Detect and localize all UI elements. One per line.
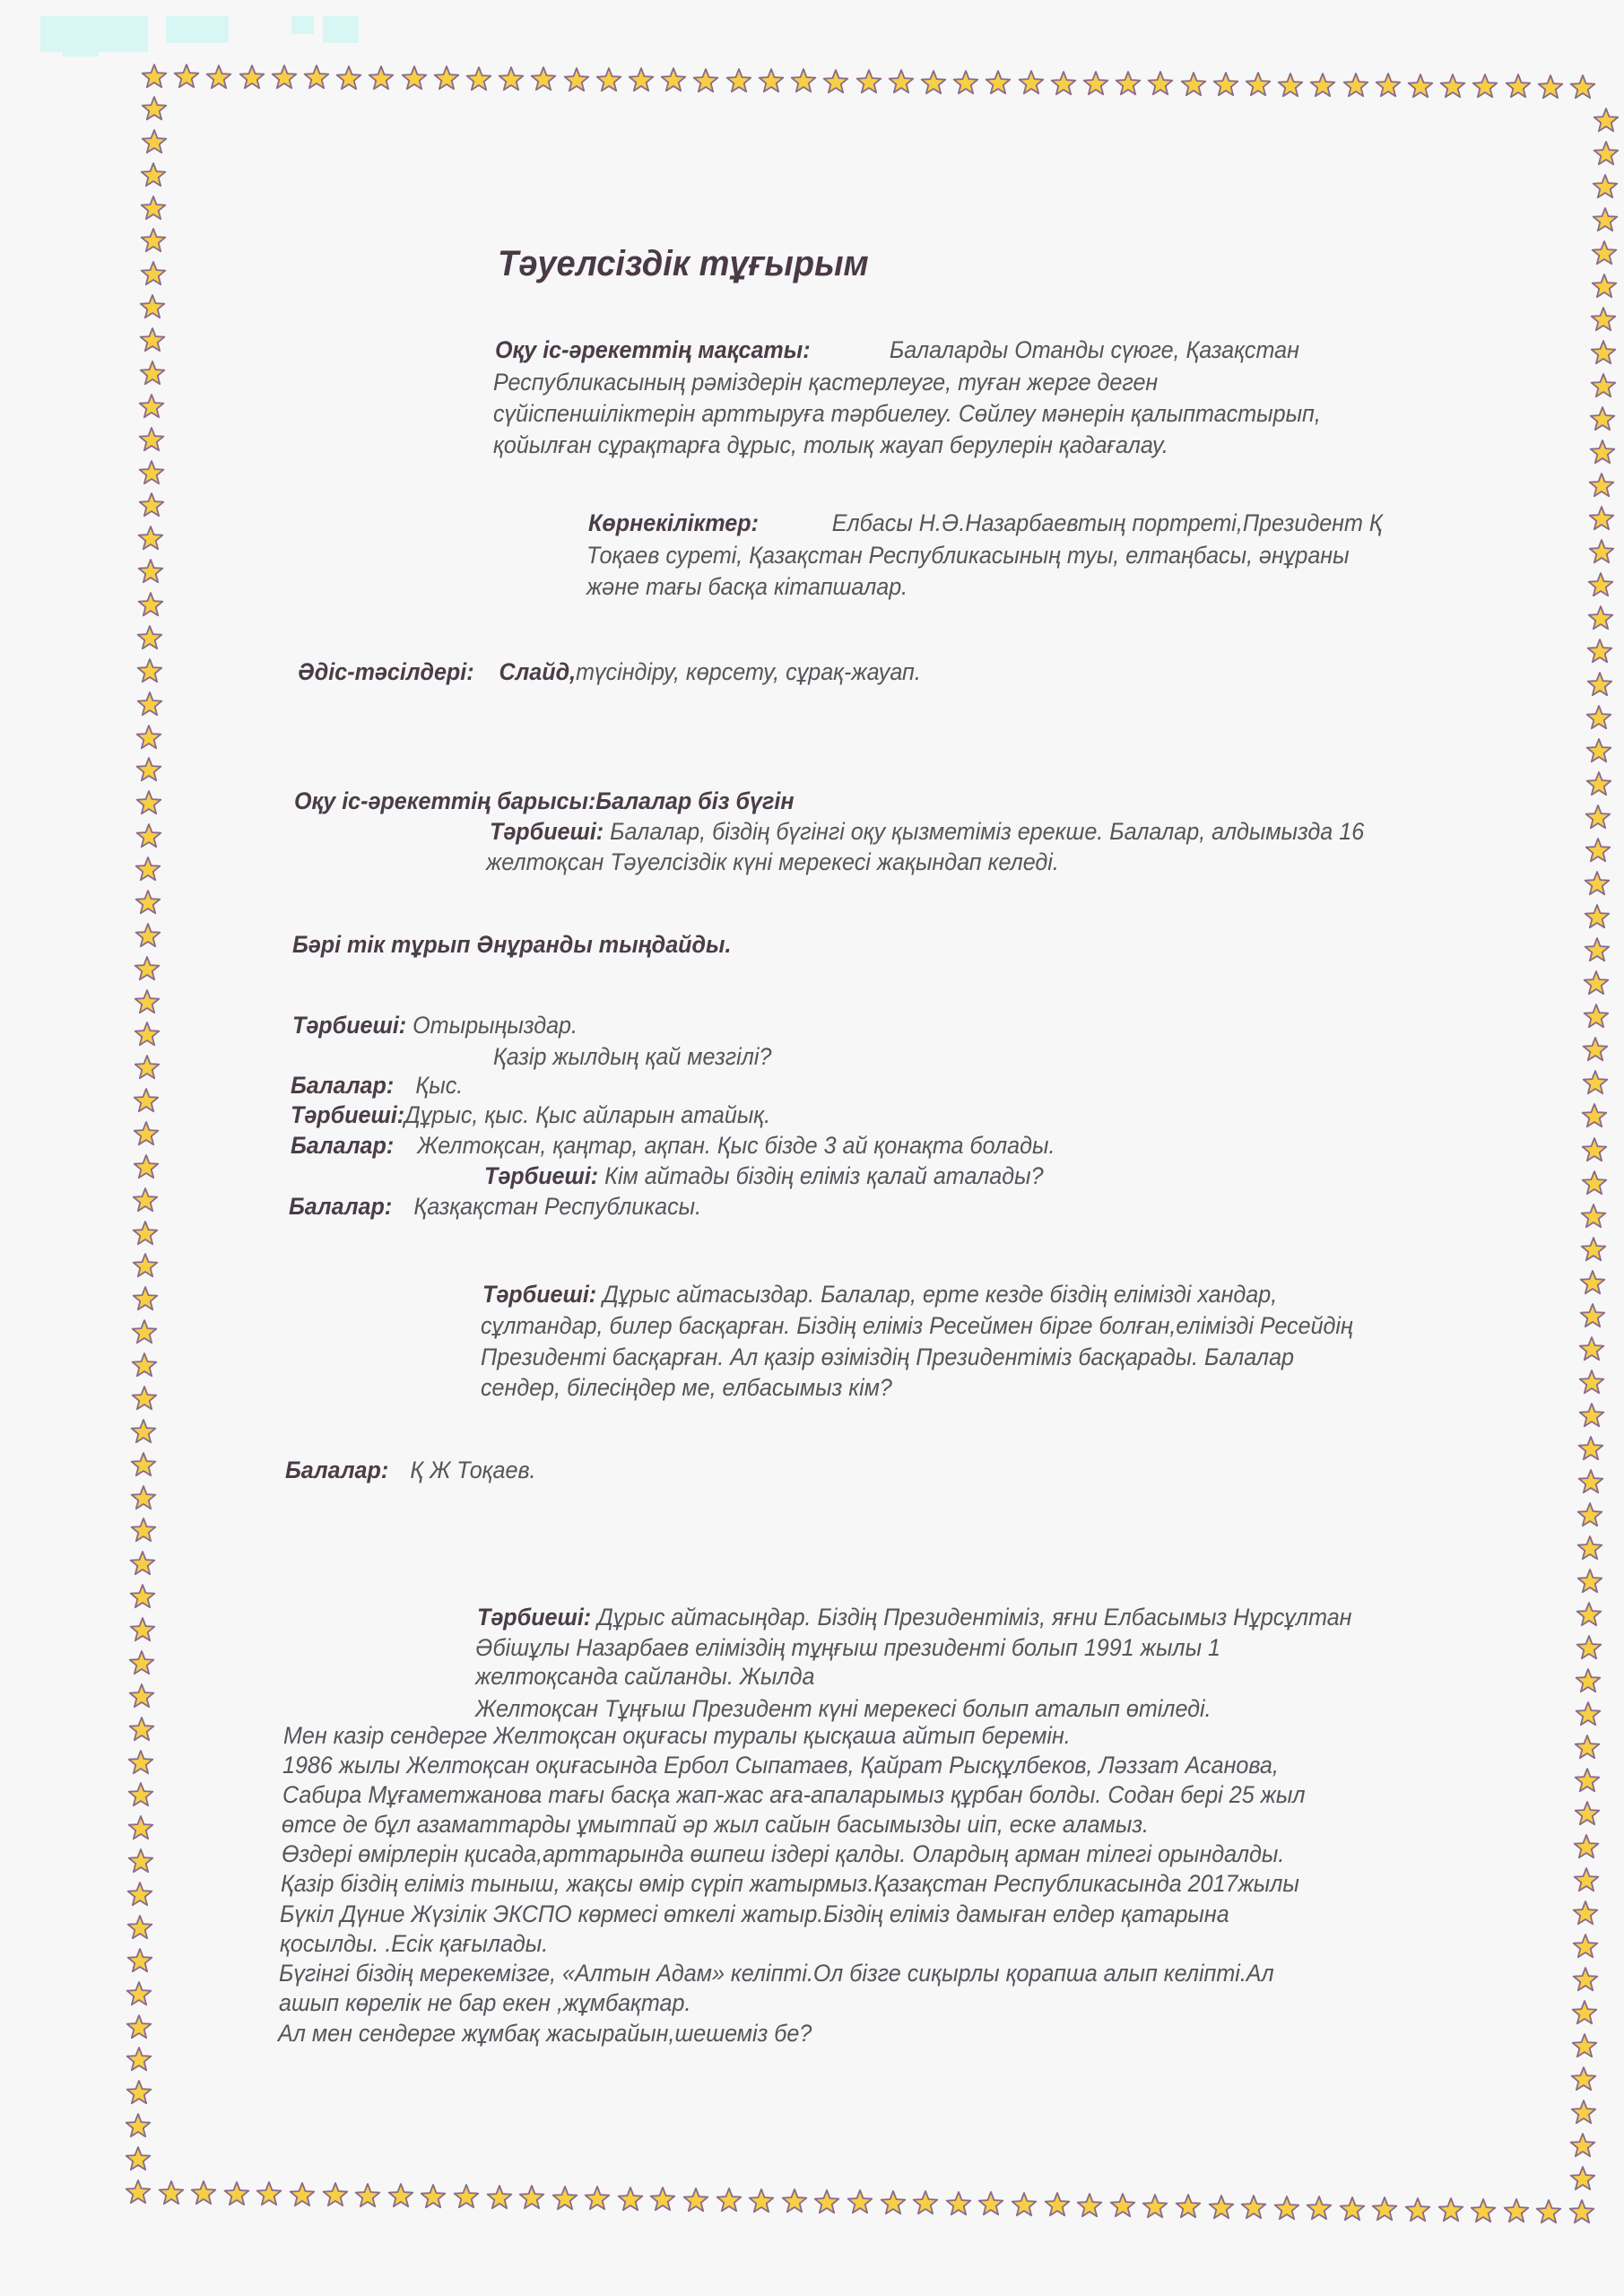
star-icon [127, 1782, 154, 1809]
star-icon [1578, 1336, 1605, 1363]
star-icon [1082, 71, 1109, 98]
star-icon [127, 1815, 154, 1842]
methods-line [298, 658, 921, 685]
star-icon [1576, 1502, 1603, 1529]
methods-text: түсіндіру, көрсету, сұрақ-жауап. [576, 658, 921, 685]
star-icon [1277, 73, 1304, 100]
star-icon [1018, 70, 1045, 97]
star-icon [1568, 2199, 1595, 2226]
star-icon [822, 69, 849, 96]
star-icon [1503, 2198, 1530, 2225]
star-icon [1585, 804, 1611, 831]
star-icon [125, 2179, 152, 2206]
star-icon [912, 2190, 939, 2217]
star-icon [126, 1915, 153, 1942]
dialogue-text: Қыс. [415, 1072, 464, 1099]
process-teacher-line-1 [490, 818, 1364, 845]
dialogue-text: Желтоқсан, қаңтар, ақпан. Қыс бізде 3 ай қонақта болады. [417, 1132, 1055, 1159]
star-icon [1375, 73, 1402, 100]
star-icon [135, 790, 162, 817]
star-icon [1175, 2194, 1202, 2221]
star-icon [985, 70, 1012, 97]
dialogue-line [289, 1193, 701, 1220]
star-icon [1577, 1436, 1604, 1463]
speaker-label: Тәрбиеші: [482, 1281, 597, 1308]
star-icon [205, 65, 232, 91]
story-line: Қазір біздің еліміз тыныш, жақсы өмір сүріп жатырмыз.Қазақстан Республикасында 2017жылы [281, 1870, 1299, 1897]
star-icon [140, 228, 167, 255]
star-icon [126, 1882, 153, 1909]
star-icon [129, 1617, 156, 1644]
goal-text: Балаларды Отанды сүюге, Қазақстан [889, 336, 1299, 363]
star-icon [190, 2180, 217, 2207]
star-icon [1470, 2198, 1497, 2225]
star-icon [453, 2184, 480, 2211]
star-icon [126, 2080, 152, 2107]
star-icon [465, 66, 492, 93]
speaker-label: Тәрбиеші: [484, 1162, 599, 1189]
visuals-text: Елбасы Н.Ә.Назарбаевтың портреті,Президент Қ [831, 509, 1383, 536]
star-icon [1404, 2197, 1431, 2224]
star-icon [132, 1286, 159, 1313]
dialogue-line [291, 1101, 770, 1128]
dialogue-text: Отырыңыздар. [413, 1012, 578, 1039]
star-icon [1142, 2194, 1168, 2221]
star-icon [692, 68, 719, 95]
scan-artifact [63, 16, 99, 57]
star-icon [135, 857, 161, 883]
page-title: Тәуелсіздік тұғырым [498, 244, 869, 283]
star-icon [1309, 73, 1336, 100]
story-line: Сабира Мұғаметжанова тағы басқа жап-жас аға-апаларымыз құрбан болды. Содан бері 25 жыл [282, 1781, 1306, 1808]
star-icon [138, 460, 165, 487]
star-icon [1576, 1569, 1603, 1596]
star-icon [1587, 572, 1614, 599]
star-icon [1571, 2000, 1598, 2027]
star-icon [1591, 274, 1618, 300]
star-icon [1050, 71, 1077, 98]
star-icon [1569, 74, 1596, 101]
star-icon [135, 890, 161, 917]
teacher-block-2-line-3: желтоқсанда сайланды. Жылда [475, 1663, 815, 1690]
story-line: Мен казір сендерге Желтоқсан оқиғасы туралы қысқаша айтып беремін. [283, 1722, 1071, 1749]
star-icon [945, 2191, 972, 2218]
star-icon [420, 2184, 447, 2211]
star-icon [595, 67, 622, 94]
star-icon [131, 1352, 158, 1379]
star-icon [1590, 307, 1617, 334]
goal-line-3: сүйіспеншіліктерін арттыруға тәрбиелеу. Сөйлеу мәнерін қалыптастырып, [493, 400, 1321, 427]
star-icon [335, 65, 362, 92]
story-line: Өздері өмірлерін қисада,арттарында өшпеш іздері қалды. Олардың арман тілегі орындалды. [281, 1840, 1284, 1867]
star-icon [1273, 2196, 1300, 2222]
star-icon [133, 1121, 160, 1148]
star-icon [1585, 771, 1612, 798]
star-icon [1342, 73, 1369, 100]
star-icon [239, 65, 265, 91]
star-icon [1115, 71, 1142, 98]
star-icon [126, 1981, 152, 2008]
star-icon [1580, 1237, 1607, 1264]
star-icon [1592, 207, 1619, 234]
star-icon [126, 1948, 153, 1975]
star-icon [1011, 2192, 1038, 2219]
star-icon [1576, 1602, 1602, 1629]
process-label: Оқу іс-әрекеттің барысы:Балалар біз бүгін [294, 787, 795, 814]
star-icon [129, 1584, 156, 1611]
star-icon [1585, 838, 1611, 865]
dialogue-line [291, 1132, 1055, 1159]
star-icon [128, 1717, 155, 1744]
speaker-label: Тәрбиеші: [291, 1101, 405, 1128]
star-icon [126, 2014, 152, 2041]
star-icon [136, 625, 163, 652]
star-icon [1585, 705, 1612, 732]
star-icon [125, 2113, 152, 2140]
star-icon [1572, 1967, 1599, 1994]
goal-label: Оқу іс-әрекеттің мақсаты: [495, 336, 811, 363]
star-icon [134, 989, 161, 1016]
star-icon [1044, 2192, 1071, 2219]
speaker-label: Балалар: [289, 1193, 393, 1220]
star-icon [1571, 2033, 1598, 2060]
star-icon [139, 361, 166, 387]
star-icon [1579, 1303, 1606, 1330]
story-line: ашып көрелік не бар екен ,жұмбақтар. [278, 1989, 691, 2016]
star-icon [138, 492, 165, 519]
star-icon [1593, 108, 1620, 135]
star-icon [952, 70, 979, 97]
star-icon [134, 1055, 161, 1082]
star-icon [1589, 406, 1616, 433]
star-icon [133, 1088, 160, 1115]
dialogue-text: Кім айтады біздің еліміз қалай аталады? [604, 1162, 1044, 1189]
star-icon [1437, 2197, 1464, 2224]
star-icon [140, 196, 167, 222]
star-icon [1212, 72, 1239, 99]
star-icon [617, 2187, 644, 2213]
star-icon [137, 526, 164, 552]
star-icon [128, 1683, 155, 1710]
story-line: Ал мен сендерге жұмбақ жасырайын,шешеміз бе? [278, 2020, 812, 2047]
teacher-text: Дұрыс айтасыздар. Балалар, ерте кезде біздің елімізді хандар, [603, 1281, 1278, 1308]
star-icon [135, 725, 162, 752]
star-icon [888, 69, 915, 96]
star-icon [173, 64, 200, 91]
story-line: Бүгінгі біздің мерекемізге, «Алтын Адам» келіпті.Ол бізге сиқырлы қорапша алып келіпті.Ал [279, 1960, 1274, 1987]
star-icon [131, 1319, 158, 1346]
star-icon [1570, 2100, 1597, 2126]
star-icon [1576, 1535, 1603, 1562]
star-icon [271, 65, 298, 91]
star-icon [354, 2183, 381, 2210]
anthem-line: Бәрі тік тұрып Әнұранды тыңдайды. [292, 931, 732, 958]
star-icon [790, 68, 817, 95]
star-icon [584, 2186, 611, 2213]
star-icon [1575, 1668, 1602, 1695]
star-icon [140, 162, 167, 189]
speaker-label: Балалар: [291, 1132, 395, 1159]
star-icon [1537, 74, 1564, 101]
star-icon [813, 2189, 840, 2216]
children-answer-line [285, 1457, 536, 1483]
star-icon [135, 823, 162, 850]
star-icon [133, 1154, 160, 1181]
star-icon [1580, 1204, 1607, 1231]
teacher-text: Дұрыс айтасыңдар. Біздің Президентіміз, яғни Елбасымыз Нұрсұлтан [597, 1604, 1352, 1631]
star-icon [1535, 2199, 1562, 2226]
star-icon [137, 592, 164, 619]
story-line: өтсе де бұл азаматтарды ұмытпай әр жыл сайын басымызды иіп, еске аламыз. [282, 1811, 1150, 1838]
star-icon [1586, 672, 1613, 699]
star-icon [1592, 174, 1619, 201]
star-icon [141, 129, 168, 156]
process-teacher-text: Балалар, біздің бүгінгі оқу қызметіміз ерекше. Балалар, алдымызда 16 [610, 818, 1365, 845]
star-icon [1574, 1801, 1601, 1828]
star-icon [322, 2182, 349, 2209]
star-icon [1407, 74, 1434, 100]
speaker-label: Балалар: [291, 1072, 395, 1099]
star-icon [1588, 506, 1615, 533]
dialogue-line [292, 1012, 578, 1039]
star-icon [486, 2185, 513, 2212]
star-icon [563, 67, 590, 94]
star-icon [498, 66, 525, 93]
star-icon [1569, 2166, 1596, 2193]
star-icon [1245, 72, 1272, 99]
dialogue-text: Қазқақстан Республикасы. [413, 1193, 702, 1220]
star-icon [132, 1253, 159, 1280]
star-icon [1579, 1270, 1606, 1297]
star-icon [289, 2182, 316, 2209]
star-icon [1306, 2196, 1333, 2222]
star-icon [158, 2180, 185, 2207]
star-icon [1574, 1768, 1601, 1795]
speaker-label: Балалар: [285, 1457, 389, 1483]
star-icon [1573, 1867, 1600, 1894]
star-icon [139, 294, 166, 321]
star-icon [134, 956, 161, 983]
star-icon [136, 691, 163, 718]
star-icon [977, 2191, 1004, 2218]
dialogue-line: Қазір жылдың қай мезгілі? [493, 1043, 772, 1070]
star-icon [1591, 240, 1618, 267]
star-icon [1587, 605, 1614, 632]
goal-line-2: Республикасының рәміздерін қастерлеуге, туған жерге деген [493, 369, 1159, 396]
star-icon [1583, 1004, 1610, 1031]
star-icon [130, 1452, 157, 1479]
star-icon [130, 1485, 157, 1512]
star-icon [401, 65, 428, 92]
visuals-line-3: және тағы басқа кітапшалар. [586, 573, 908, 600]
star-icon [126, 2047, 152, 2074]
star-icon [141, 64, 168, 91]
star-icon [138, 394, 165, 421]
star-icon [1585, 738, 1612, 765]
teacher-block-1-line-1 [482, 1281, 1277, 1308]
star-icon [1584, 937, 1611, 964]
star-icon [847, 2189, 873, 2216]
speaker-label: Тәрбиеші: [292, 1012, 407, 1039]
star-icon [725, 68, 752, 95]
star-icon [1147, 71, 1174, 98]
star-icon [433, 65, 460, 92]
star-icon [128, 1650, 155, 1677]
star-icon [1439, 74, 1466, 100]
star-icon [1339, 2196, 1366, 2223]
star-icon [132, 1221, 159, 1248]
star-icon [758, 68, 785, 95]
star-icon [140, 261, 167, 288]
star-icon [1570, 2066, 1597, 2093]
teacher-block-1-line-4: сендер, білесіңдер ме, елбасымыз кім? [481, 1374, 892, 1401]
star-icon [1583, 970, 1610, 997]
star-icon [1572, 1934, 1599, 1961]
star-icon [1505, 74, 1532, 100]
visuals-line-2: Тоқаев суреті, Қазақстан Республикасының туы, елтаңбасы, әнұраны [586, 542, 1350, 569]
star-icon [1581, 1137, 1608, 1164]
star-icon [141, 96, 168, 123]
star-icon [130, 1419, 157, 1446]
answer-text: Қ Ж Тоқаев. [410, 1457, 536, 1483]
star-icon [135, 923, 161, 950]
star-icon [660, 67, 687, 94]
star-icon [1569, 2133, 1596, 2160]
star-icon [1076, 2193, 1103, 2220]
star-icon [256, 2181, 282, 2208]
star-icon [551, 2186, 578, 2213]
star-icon [1574, 1735, 1601, 1761]
star-icon [1577, 1469, 1604, 1496]
star-icon [129, 1551, 156, 1578]
star-icon [1576, 1635, 1602, 1662]
star-icon [1582, 1070, 1609, 1097]
star-icon [1240, 2195, 1267, 2222]
star-icon [134, 1022, 161, 1048]
star-icon [1208, 2195, 1235, 2222]
star-icon [1588, 539, 1615, 566]
teacher-block-1-line-2: сұлтандар, билер басқарған. Біздің еліміз Ресеймен бірге болған,елімізді Ресейдің [481, 1312, 1353, 1339]
star-icon [223, 2181, 250, 2208]
star-icon [1575, 1701, 1602, 1728]
visuals-line-1 [588, 509, 1383, 536]
star-icon [368, 65, 395, 92]
star-icon [135, 757, 162, 784]
teacher-block-1-line-3: Президенті басқарған. Ал қазір өзіміздің Президентіміз басқарады. Балалар [481, 1344, 1295, 1370]
scan-artifact [166, 16, 229, 43]
scan-artifact [323, 16, 359, 43]
methods-label: Әдіс-тәсілдері: [298, 658, 474, 685]
star-icon [748, 2188, 775, 2215]
star-icon [716, 2187, 743, 2214]
star-icon [1573, 1834, 1600, 1861]
dialogue-text: Дұрыс, қыс. Қыс айларын атайық. [404, 1101, 771, 1128]
star-icon [649, 2187, 676, 2213]
star-icon [125, 2146, 152, 2173]
star-icon [139, 327, 166, 354]
star-icon [1584, 871, 1611, 898]
star-icon [1593, 141, 1620, 168]
star-icon [1572, 1900, 1599, 1927]
story-line: қосылды. .Есік қағылады. [279, 1930, 549, 1957]
visuals-label: Көрнекіліктер: [588, 509, 759, 536]
star-icon [1578, 1370, 1605, 1396]
star-icon [1584, 904, 1611, 931]
star-icon [920, 70, 947, 97]
dialogue-line [291, 1072, 463, 1099]
dialogue-line [484, 1162, 1044, 1189]
star-icon [137, 559, 164, 586]
story-line: Бүкіл Дүние Жүзілік ЭКСПО көрмесі өткелі жатыр.Біздің еліміз дамыған елдер қатарына [280, 1900, 1230, 1927]
star-icon [781, 2188, 808, 2215]
star-icon [682, 2187, 709, 2214]
star-icon [1581, 1170, 1608, 1197]
star-icon [1589, 439, 1616, 466]
star-icon [127, 1848, 154, 1875]
teacher-block-2-line-1 [477, 1604, 1351, 1631]
star-icon [1180, 72, 1207, 99]
star-icon [1472, 74, 1498, 100]
star-icon [1371, 2196, 1398, 2223]
star-icon [1109, 2193, 1136, 2220]
star-icon [132, 1187, 159, 1214]
teacher-block-2-line-4: Желтоқсан Тұңғыш Президент күні мерекесі болып аталып өтіледі. [475, 1695, 1211, 1722]
star-icon [1590, 373, 1617, 400]
star-icon [1590, 340, 1617, 367]
star-icon [628, 67, 655, 94]
star-icon [136, 658, 163, 685]
speaker-label: Тәрбиеші: [490, 818, 604, 845]
teacher-block-2-line-2: Әбішұлы Назарбаев еліміздің тұңғыш президенті болып 1991 жылы 1 [475, 1634, 1221, 1661]
scan-artifact [291, 16, 314, 34]
star-icon [880, 2190, 907, 2217]
star-icon [303, 65, 330, 91]
speaker-label: Тәрбиеші: [477, 1604, 592, 1631]
goal-line-1 [495, 336, 1299, 363]
star-icon [1588, 473, 1615, 500]
goal-line-4: қойылған сұрақтарға дұрыс, толық жауап берулерін қадағалау. [493, 431, 1168, 458]
story-line: 1986 жылы Желтоқсан оқиғасында Ербол Сыпатаев, Қайрат Рысқұлбеков, Ләззат Асанова, [282, 1752, 1280, 1779]
star-icon [1582, 1037, 1609, 1064]
star-icon [131, 1386, 158, 1413]
star-icon [1586, 639, 1613, 665]
star-icon [138, 427, 165, 454]
star-icon [1578, 1403, 1605, 1430]
methods-bold: Слайд, [499, 658, 577, 685]
star-icon [130, 1518, 157, 1544]
star-icon [855, 69, 882, 96]
star-icon [518, 2185, 545, 2212]
process-teacher-line-2: желтоқсан Тәуелсіздік күні мерекесі жақындап келеді. [486, 848, 1059, 875]
star-icon [530, 66, 557, 93]
star-icon [1581, 1103, 1608, 1130]
star-icon [387, 2183, 414, 2210]
star-icon [127, 1750, 154, 1777]
